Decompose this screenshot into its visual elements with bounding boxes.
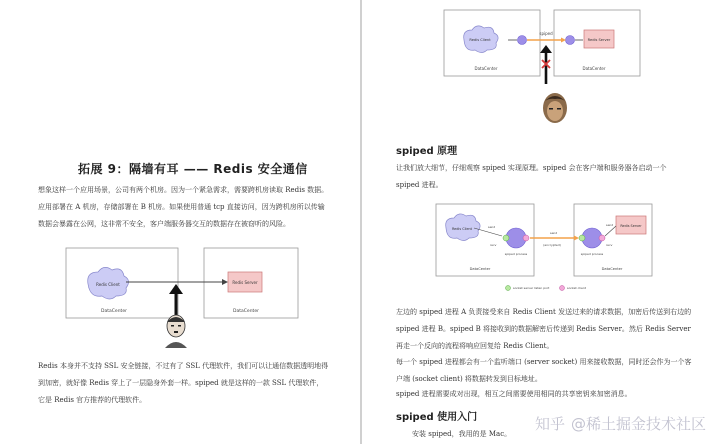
intro-paragraph: 想象这样一个应用场景，公司有两个机房。因为一个紧急需求，需要跨机房读取 Redis 数据。应用部署在 A 机房，存储部署在 B 机房。如果使用普通 tcp 直接访问，因为跨机房所以传输数据会暴露在公网，这非常不安全，客户端服务器交互的数据存在被窃听的风险。 [38,186,329,228]
server-label: Redis Server [620,224,642,228]
watermark-author: @稀土掘金技术社区 [570,415,706,433]
client-label: Redis Client [96,282,120,287]
spiped-process-left [518,36,527,45]
dc-label-left: DataCenter [469,267,491,271]
spiped-port-left [503,235,509,241]
server-label: Redis Server [232,280,258,285]
principle-paragraph: 让我们放大细节，仔细观察 spiped 实现原理。spiped 会在客户端和服务器各启动一个 spiped 进程。 [396,164,667,189]
client-label: Redis Client [451,227,473,231]
spiped-client-right [599,235,605,241]
proc-label-left: spiped process [504,252,528,256]
section-heading-getting-started: spiped 使用入门 [396,412,478,423]
dc-label-left: DataCenter [101,309,127,314]
legend-server-text: socket server listen port [513,286,550,290]
proc-label-right: spiped process [580,252,604,256]
spiped-client-left [523,235,529,241]
watermark-site: 知乎 [534,415,565,433]
send-label-mid: send [550,231,558,235]
diagram-spiped-overview [442,8,642,86]
recv-label-left: recv [490,243,497,247]
section-heading-principle: spiped 原理 [396,146,458,157]
server-label: Redis Server [587,38,611,42]
page-title: 拓展 9：隔墙有耳 —— Redis 安全通信 [78,162,308,176]
dc-label-left: DataCenter [474,66,498,71]
eavesdropper-avatar [163,314,189,348]
dc-label-right: DataCenter [601,267,623,271]
eavesdropper-photo [540,92,570,128]
diagram-spiped-detail [434,202,654,300]
dc-label-right: DataCenter [582,66,606,71]
recv-label-right: recv [606,243,613,247]
legend-server-swatch [506,286,511,291]
encrypted-label: (encrypted) [543,243,561,247]
dc-label-right: DataCenter [233,309,259,314]
legend-client-swatch [560,286,565,291]
watermark [529,413,706,434]
send-label-right: send [606,223,614,227]
bottom-paragraph: Redis 本身并不支持 SSL 安全链接，不过有了 SSL 代理软件，我们可以让通信数据透明地得到加密，就好像 Redis 穿上了一层隐身外套一样。spiped 就是这样的一款 SSL 代理软件，它是 Redis 官方推荐的代理软件。 [38,362,329,404]
key-paragraph: spiped 进程需要成对出现，相互之间需要使用相同的共享密钥来加密消息。 [396,390,632,398]
spiped-process-right [566,36,575,45]
right-page [362,0,720,444]
install-paragraph: 安装 spiped，我用的是 Mac。 [412,430,512,438]
send-label-left: send [488,225,496,229]
legend-client-text: socket client [567,286,586,290]
explanation-paragraph: 左边的 spiped 进程 A 负责接受来自 Redis Client 发送过来的请求数据，加密后传送到右边的 spiped 进程 B。spiped B 将接收到的数据解密后传递到 Redis Server。然后 Redis Server 再走一个反向的流程将响应回复给 Redis Client。 [396,308,692,350]
client-label: Redis Client [469,38,491,42]
spiped-port-right [579,235,585,241]
spiped-label: spiped [539,31,553,36]
port-paragraph: 每一个 spiped 进程都会有一个监听端口 (server socket) 用来接收数据，同时还会作为一个客户端 (socket client) 将数据转发到目标地址。 [396,358,692,383]
